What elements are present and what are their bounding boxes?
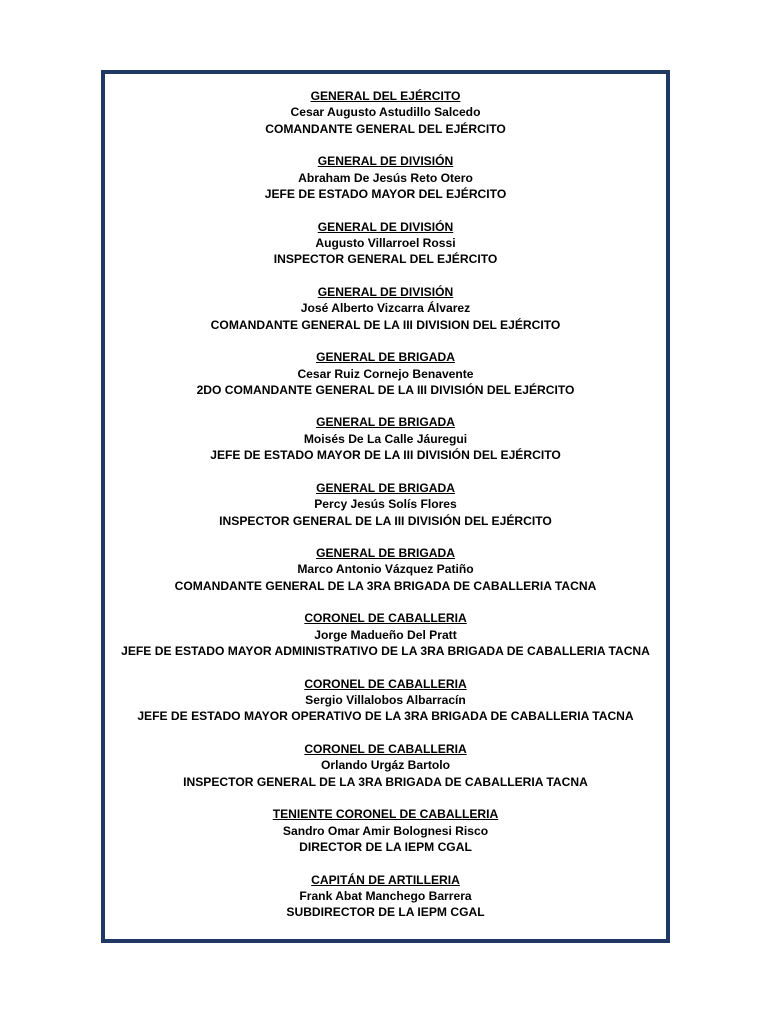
officer-rank: GENERAL DE BRIGADA xyxy=(316,480,455,495)
officer-rank: GENERAL DEL EJÉRCITO xyxy=(310,89,461,103)
officer-entry xyxy=(105,545,666,610)
officer-entry xyxy=(105,480,666,545)
officer-entry xyxy=(105,219,666,284)
officer-position: DIRECTOR DE LA IEPM CGAL xyxy=(299,840,472,855)
officer-rank: GENERAL DE DIVISIÓN xyxy=(317,219,454,234)
officer-position: JEFE DE ESTADO MAYOR DE LA III DIVISIÓN DEL EJÉRCITO xyxy=(210,448,561,463)
officer-name: Augusto Villarroel Rossi xyxy=(315,236,456,250)
officer-list xyxy=(105,88,666,937)
officer-name: Orlando Urgáz Bartolo xyxy=(320,758,450,773)
officer-position: INSPECTOR GENERAL DE LA III DIVISIÓN DEL EJÉRCITO xyxy=(219,513,552,528)
officer-entry xyxy=(105,676,666,741)
officer-name: Sergio Villalobos Albarracín xyxy=(305,693,466,708)
officer-entry xyxy=(105,153,666,218)
officer-position: JEFE DE ESTADO MAYOR ADMINISTRATIVO DE LA 3RA BRIGADA DE CABALLERIA TACNA xyxy=(121,644,650,659)
officer-name: Marco Antonio Vázquez Patiño xyxy=(297,562,474,577)
officer-position: COMANDANTE GENERAL DE LA 3RA BRIGADA DE CABALLERIA TACNA xyxy=(174,578,597,593)
officer-entry xyxy=(105,806,666,871)
officer-entry xyxy=(105,349,666,414)
officer-name: Jorge Madueño Del Pratt xyxy=(314,627,457,642)
officer-entry xyxy=(105,610,666,675)
officer-name: Frank Abat Manchego Barrera xyxy=(299,888,472,903)
officer-name: Sandro Omar Amir Bolognesi Risco xyxy=(282,823,489,838)
officer-name: Percy Jesús Solís Flores xyxy=(314,497,457,512)
officer-position: COMANDANTE GENERAL DE LA III DIVISION DEL EJÉRCITO xyxy=(210,317,561,332)
officer-name: Cesar Augusto Astudillo Salcedo xyxy=(290,105,481,120)
officer-name: Abraham De Jesús Reto Otero xyxy=(298,170,473,185)
officer-entry xyxy=(105,741,666,806)
officer-entry xyxy=(105,284,666,349)
officer-rank: GENERAL DE BRIGADA xyxy=(316,350,455,365)
officer-position: JEFE DE ESTADO MAYOR DEL EJÉRCITO xyxy=(264,187,507,202)
officer-rank: GENERAL DE BRIGADA xyxy=(316,546,455,561)
officer-name: José Alberto Vizcarra Álvarez xyxy=(300,301,471,316)
officer-position: 2DO COMANDANTE GENERAL DE LA III DIVISIÓN DEL EJÉRCITO xyxy=(196,383,575,397)
officer-position: INSPECTOR GENERAL DEL EJÉRCITO xyxy=(273,252,498,267)
officer-position: COMANDANTE GENERAL DEL EJÉRCITO xyxy=(265,121,506,136)
officer-entry xyxy=(105,414,666,479)
officer-name: Moisés De La Calle Jáuregui xyxy=(303,431,468,446)
officer-position: INSPECTOR GENERAL DE LA 3RA BRIGADA DE CABALLERIA TACNA xyxy=(183,774,588,789)
officer-entry xyxy=(105,872,666,937)
officer-rank: CORONEL DE CABALLERIA xyxy=(304,741,467,756)
officer-rank: TENIENTE CORONEL DE CABALLERIA xyxy=(272,807,499,822)
officer-rank: CORONEL DE CABALLERIA xyxy=(304,611,467,626)
officer-position: SUBDIRECTOR DE LA IEPM CGAL xyxy=(286,905,485,920)
officer-position: JEFE DE ESTADO MAYOR OPERATIVO DE LA 3RA BRIGADA DE CABALLERIA TACNA xyxy=(137,709,634,724)
officer-rank: CAPITÁN DE ARTILLERIA xyxy=(311,872,460,887)
document-frame xyxy=(101,70,670,943)
officer-rank: CORONEL DE CABALLERIA xyxy=(304,676,467,691)
officer-name: Cesar Ruiz Cornejo Benavente xyxy=(297,366,474,381)
officer-rank: GENERAL DE DIVISIÓN xyxy=(317,154,454,169)
officer-rank: GENERAL DE DIVISIÓN xyxy=(317,284,454,299)
officer-rank: GENERAL DE BRIGADA xyxy=(316,415,455,430)
officer-entry xyxy=(105,88,666,153)
